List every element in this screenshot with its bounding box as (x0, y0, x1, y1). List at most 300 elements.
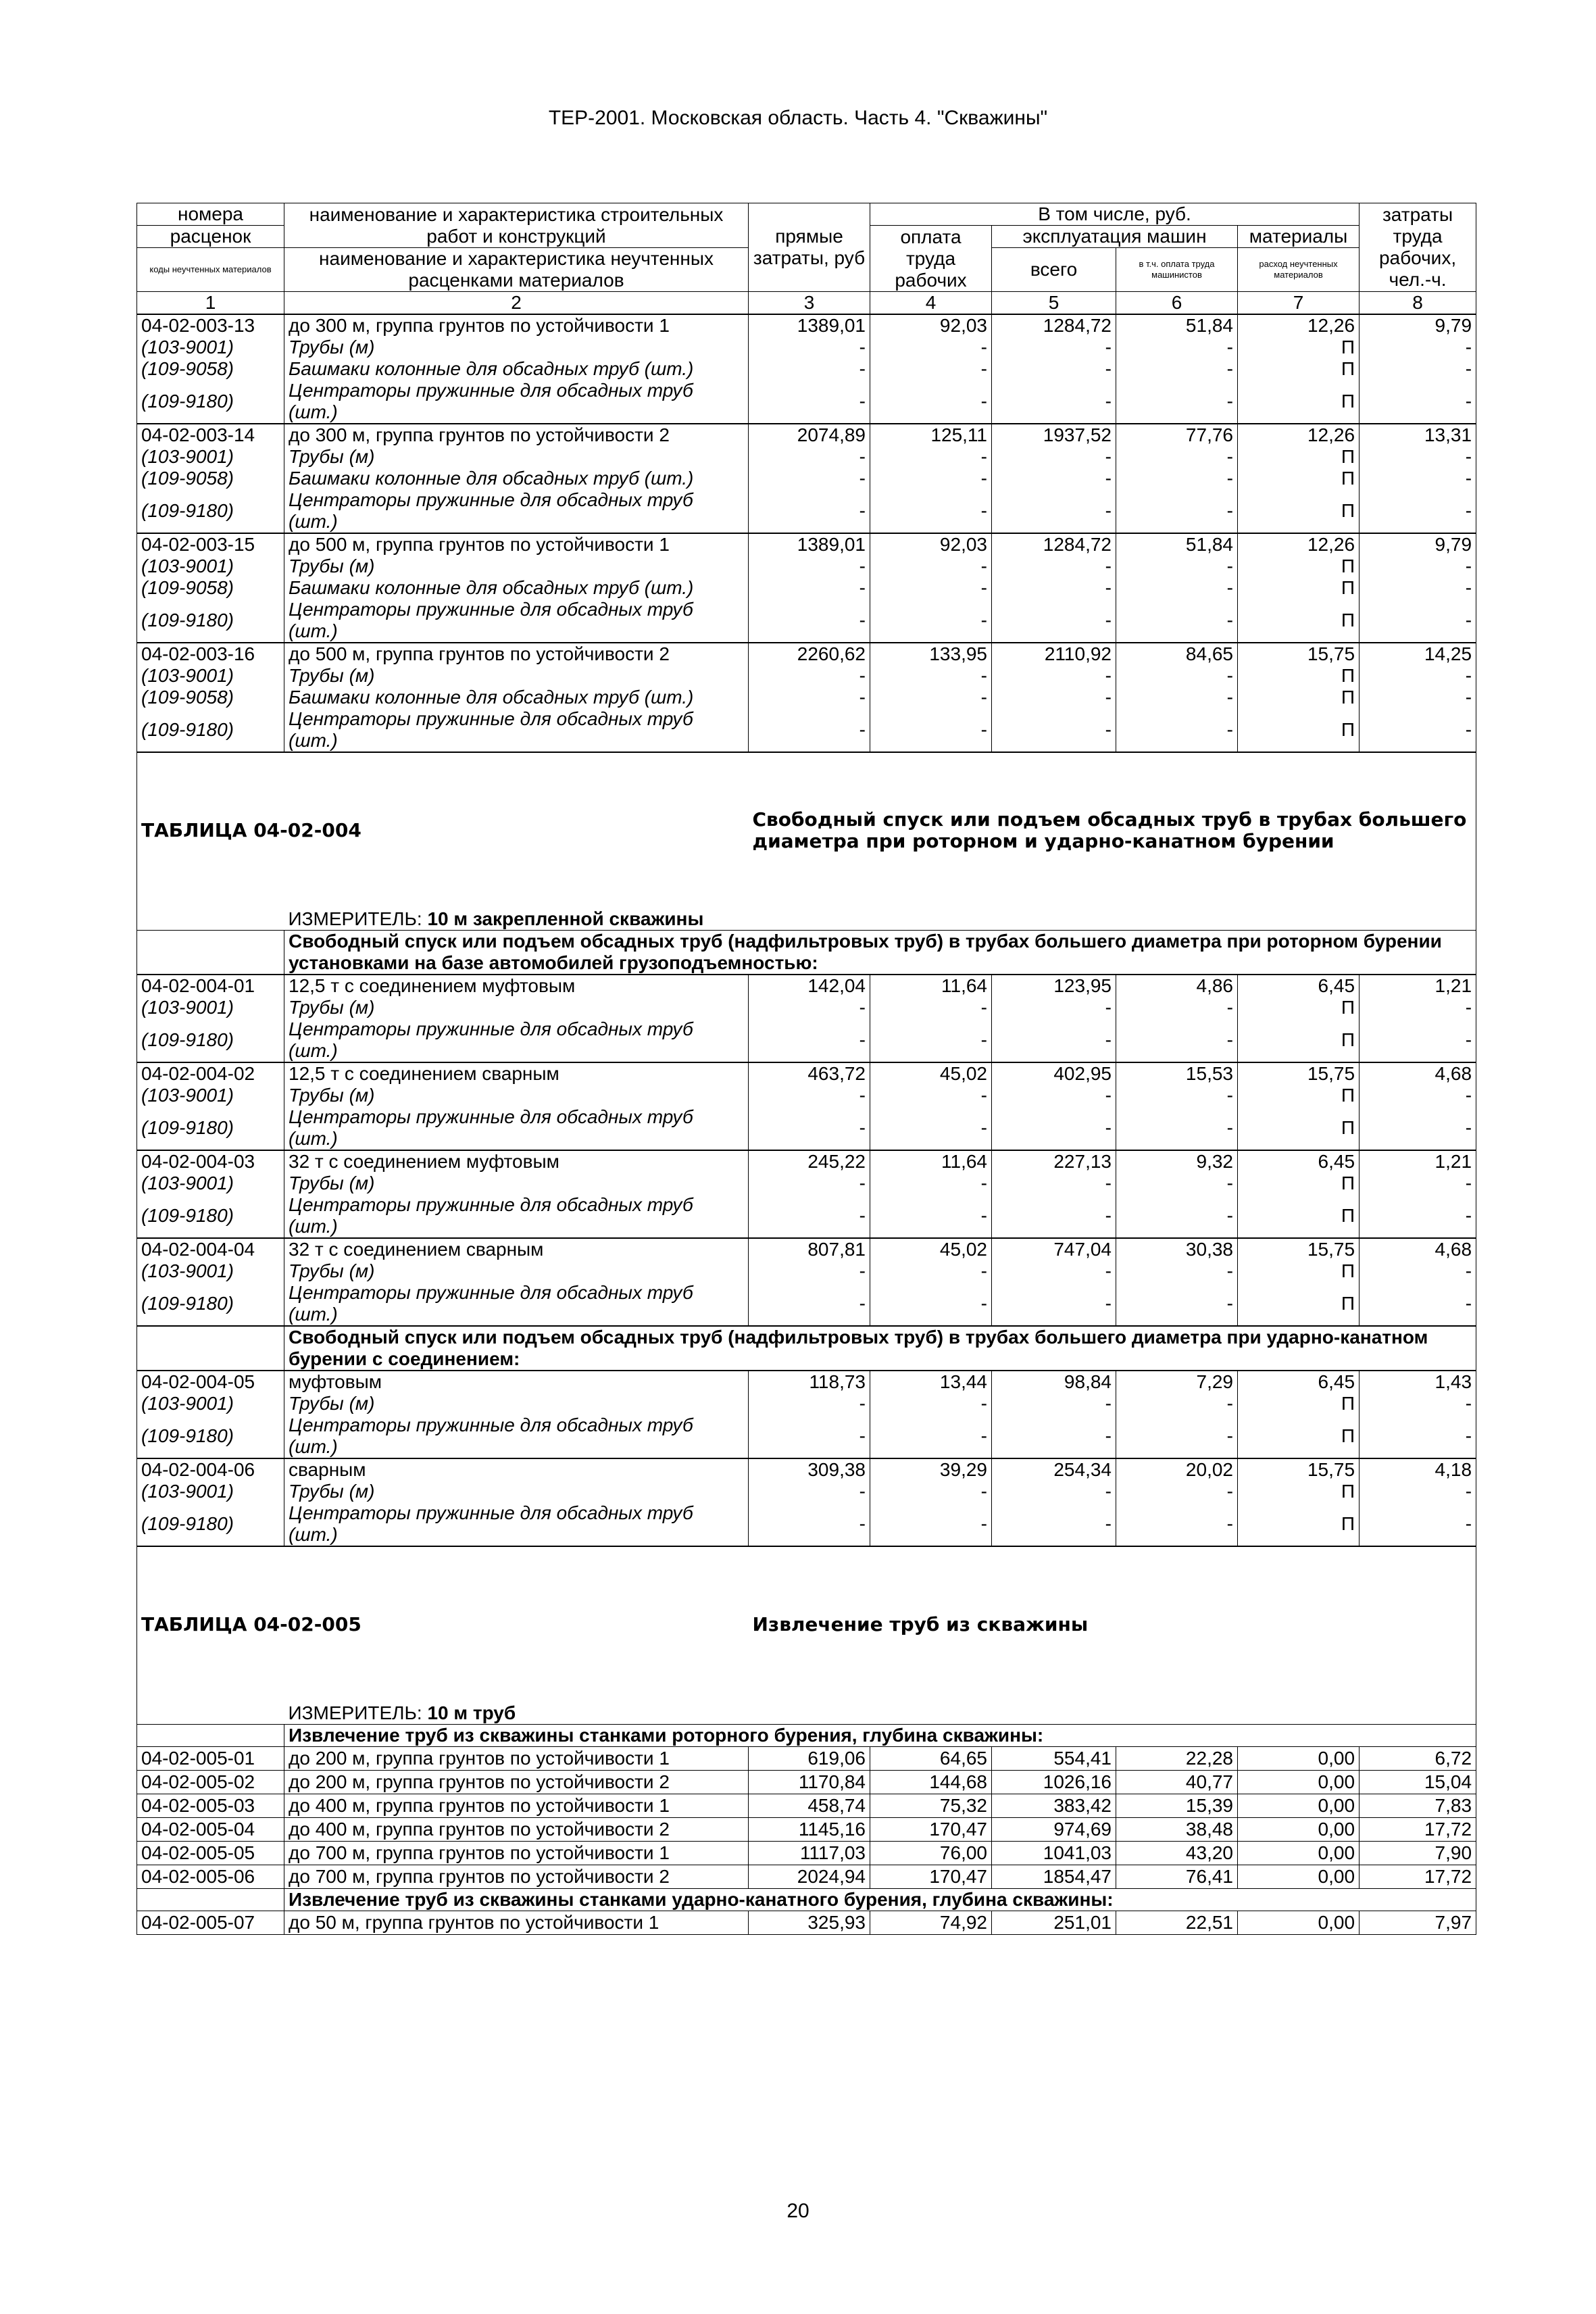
group-caption-row (137, 1889, 1476, 1911)
material-dash: - (870, 380, 992, 424)
material-dash: - (992, 556, 1116, 577)
rate-name: до 500 м, группа грунтов по устойчивости 2 (284, 643, 749, 665)
machines-cost: 2110,92 (992, 643, 1116, 665)
header-col6: в т.ч. оплата труда машинистов (1116, 248, 1238, 292)
direct-cost: 1389,01 (749, 533, 870, 556)
materials-cost: 15,75 (1238, 643, 1360, 665)
labor-hours: 1,43 (1360, 1371, 1476, 1393)
material-dash: - (1116, 468, 1238, 489)
material-dash: - (749, 1414, 870, 1458)
material-name: Башмаки колонные для обсадных труб (шт.) (284, 468, 749, 489)
header-col1-line2: расценок (137, 226, 284, 248)
material-row (137, 1085, 1476, 1106)
price-table-body (137, 203, 1476, 1935)
material-dash: - (992, 446, 1116, 468)
machines-cost: 974,69 (992, 1818, 1116, 1842)
caption-spacer (137, 1889, 284, 1911)
labor-cost: 76,00 (870, 1842, 992, 1865)
rate-name: до 300 м, группа грунтов по устойчивости 1 (284, 314, 749, 337)
rate-name: 12,5 т с соединением муфтовым (284, 975, 749, 997)
measure-value: 10 м закрепленной скважины (427, 908, 704, 929)
caption-spacer (137, 1725, 284, 1747)
material-dash: - (749, 1106, 870, 1150)
material-code: (109-9180) (137, 380, 284, 424)
material-dash: - (1360, 599, 1476, 643)
rate-row (137, 1747, 1476, 1771)
material-code: (109-9180) (137, 599, 284, 643)
material-dash: - (1116, 1173, 1238, 1194)
rate-code: 04-02-005-05 (137, 1842, 284, 1865)
machines-cost: 227,13 (992, 1150, 1116, 1173)
material-dash: - (870, 1282, 992, 1326)
material-name: Центраторы пружинные для обсадных труб (шт.) (284, 1414, 749, 1458)
header-num-5: 5 (992, 292, 1116, 315)
group-caption-row (137, 1326, 1476, 1371)
material-name: Трубы (м) (284, 1393, 749, 1414)
labor-cost: 75,32 (870, 1794, 992, 1818)
header-num-6: 6 (1116, 292, 1238, 315)
materials-cost: 12,26 (1238, 533, 1360, 556)
rate-name: сварным (284, 1458, 749, 1481)
material-dash: - (870, 468, 992, 489)
material-dash: - (870, 1194, 992, 1238)
material-dash: - (870, 577, 992, 599)
labor-hours: 4,18 (1360, 1458, 1476, 1481)
material-code: (103-9001) (137, 1393, 284, 1414)
material-dash: - (992, 577, 1116, 599)
rate-code: 04-02-003-14 (137, 424, 284, 446)
machines-cost: 1041,03 (992, 1842, 1116, 1865)
material-row (137, 358, 1476, 380)
machinists-cost: 84,65 (1116, 643, 1238, 665)
material-row (137, 1260, 1476, 1282)
machinists-cost: 22,51 (1116, 1911, 1238, 1935)
rate-row (137, 314, 1476, 337)
material-dash: - (1116, 556, 1238, 577)
material-dash: - (870, 1481, 992, 1502)
header-machines: эксплуатация машин (992, 226, 1238, 248)
table-subject-title: Свободный спуск или подъем обсадных труб в трубах большего диаметра при роторном и ударно-канатном бурении (749, 752, 1476, 908)
header-num-3: 3 (749, 292, 870, 315)
machinists-cost: 9,32 (1116, 1150, 1238, 1173)
material-flag: П (1238, 687, 1360, 708)
material-flag: П (1238, 1414, 1360, 1458)
material-dash: - (1116, 1502, 1238, 1546)
header-col2-line2: наименование и характеристика неучтенных расценками материалов (284, 248, 749, 292)
rate-row (137, 424, 1476, 446)
header-col7: расход неучтенных материалов (1238, 248, 1360, 292)
material-name: Центраторы пружинные для обсадных труб (шт.) (284, 380, 749, 424)
material-dash: - (1360, 1106, 1476, 1150)
labor-hours: 15,04 (1360, 1771, 1476, 1794)
labor-hours: 1,21 (1360, 975, 1476, 997)
rate-code: 04-02-003-13 (137, 314, 284, 337)
material-dash: - (870, 1018, 992, 1062)
material-dash: - (749, 1502, 870, 1546)
material-row (137, 337, 1476, 358)
material-dash: - (992, 468, 1116, 489)
rate-name: до 500 м, группа грунтов по устойчивости 1 (284, 533, 749, 556)
labor-hours: 4,68 (1360, 1062, 1476, 1085)
rate-row (137, 1911, 1476, 1935)
labor-cost: 170,47 (870, 1865, 992, 1889)
material-dash: - (1360, 1260, 1476, 1282)
machines-cost: 383,42 (992, 1794, 1116, 1818)
machines-cost: 123,95 (992, 975, 1116, 997)
material-row (137, 997, 1476, 1018)
table-subject-title: Извлечение труб из скважины (749, 1546, 1476, 1702)
rate-code: 04-02-004-03 (137, 1150, 284, 1173)
material-name: Башмаки колонные для обсадных труб (шт.) (284, 687, 749, 708)
material-flag: П (1238, 708, 1360, 752)
rate-name: до 400 м, группа грунтов по устойчивости 2 (284, 1818, 749, 1842)
material-code: (109-9180) (137, 1282, 284, 1326)
material-flag: П (1238, 577, 1360, 599)
header-num-1: 1 (137, 292, 284, 315)
material-row (137, 599, 1476, 643)
rate-name: до 300 м, группа грунтов по устойчивости 2 (284, 424, 749, 446)
materials-cost: 0,00 (1238, 1911, 1360, 1935)
rate-name: 32 т с соединением сварным (284, 1238, 749, 1260)
direct-cost: 309,38 (749, 1458, 870, 1481)
direct-cost: 1117,03 (749, 1842, 870, 1865)
direct-cost: 807,81 (749, 1238, 870, 1260)
rate-name: до 200 м, группа грунтов по устойчивости 1 (284, 1747, 749, 1771)
rate-name: до 50 м, группа грунтов по устойчивости 1 (284, 1911, 749, 1935)
material-dash: - (992, 1173, 1116, 1194)
material-name: Трубы (м) (284, 556, 749, 577)
material-flag: П (1238, 1173, 1360, 1194)
machinists-cost: 51,84 (1116, 533, 1238, 556)
material-flag: П (1238, 1282, 1360, 1326)
machines-cost: 747,04 (992, 1238, 1116, 1260)
material-name: Центраторы пружинные для обсадных труб (шт.) (284, 489, 749, 533)
material-dash: - (749, 468, 870, 489)
material-flag: П (1238, 358, 1360, 380)
material-dash: - (749, 1018, 870, 1062)
material-name: Трубы (м) (284, 337, 749, 358)
material-code: (103-9001) (137, 1173, 284, 1194)
material-dash: - (749, 1260, 870, 1282)
material-flag: П (1238, 1085, 1360, 1106)
material-flag: П (1238, 380, 1360, 424)
header-col4: оплата труда рабочих (870, 226, 992, 292)
material-dash: - (1116, 380, 1238, 424)
rate-row (137, 975, 1476, 997)
material-dash: - (749, 1194, 870, 1238)
rate-code: 04-02-004-02 (137, 1062, 284, 1085)
machines-cost: 1026,16 (992, 1771, 1116, 1794)
labor-hours: 9,79 (1360, 533, 1476, 556)
materials-cost: 12,26 (1238, 314, 1360, 337)
material-dash: - (1360, 380, 1476, 424)
material-name: Трубы (м) (284, 1173, 749, 1194)
rate-name: до 400 м, группа грунтов по устойчивости 1 (284, 1794, 749, 1818)
group-caption: Извлечение труб из скважины станками ударно-канатного бурения, глубина скважины: (284, 1889, 1476, 1911)
measure-cell (284, 908, 1476, 931)
material-row (137, 380, 1476, 424)
group-caption: Свободный спуск или подъем обсадных труб (надфильтровых труб) в трубах большего диаметра при роторном бурении установками на базе автомобилей грузоподъемностью: (284, 931, 1476, 975)
materials-cost: 6,45 (1238, 1150, 1360, 1173)
material-row (137, 1106, 1476, 1150)
rate-code: 04-02-003-16 (137, 643, 284, 665)
material-row (137, 556, 1476, 577)
material-dash: - (1116, 599, 1238, 643)
material-dash: - (1116, 708, 1238, 752)
material-name: Центраторы пружинные для обсадных труб (шт.) (284, 1018, 749, 1062)
material-flag: П (1238, 1502, 1360, 1546)
material-name: Башмаки колонные для обсадных труб (шт.) (284, 577, 749, 599)
material-dash: - (1360, 1393, 1476, 1414)
table-title-row (137, 752, 1476, 908)
material-dash: - (992, 599, 1116, 643)
material-dash: - (870, 1173, 992, 1194)
rate-name: 32 т с соединением муфтовым (284, 1150, 749, 1173)
material-row (137, 1282, 1476, 1326)
material-dash: - (992, 1393, 1116, 1414)
labor-hours: 6,72 (1360, 1747, 1476, 1771)
material-dash: - (870, 997, 992, 1018)
labor-hours: 14,25 (1360, 643, 1476, 665)
material-dash: - (992, 1502, 1116, 1546)
material-dash: - (749, 577, 870, 599)
direct-cost: 1389,01 (749, 314, 870, 337)
material-dash: - (1360, 556, 1476, 577)
direct-cost: 245,22 (749, 1150, 870, 1173)
labor-hours: 7,97 (1360, 1911, 1476, 1935)
material-flag: П (1238, 446, 1360, 468)
rate-code: 04-02-004-04 (137, 1238, 284, 1260)
group-caption-row (137, 931, 1476, 975)
material-dash: - (1116, 1393, 1238, 1414)
material-row (137, 1018, 1476, 1062)
material-dash: - (749, 687, 870, 708)
rate-row (137, 1458, 1476, 1481)
direct-cost: 1170,84 (749, 1771, 870, 1794)
machinists-cost: 77,76 (1116, 424, 1238, 446)
caption-spacer (137, 931, 284, 975)
material-dash: - (749, 446, 870, 468)
material-code: (109-9058) (137, 577, 284, 599)
materials-cost: 6,45 (1238, 1371, 1360, 1393)
direct-cost: 1145,16 (749, 1818, 870, 1842)
material-code: (109-9058) (137, 687, 284, 708)
material-name: Трубы (м) (284, 997, 749, 1018)
material-dash: - (749, 1173, 870, 1194)
material-flag: П (1238, 1260, 1360, 1282)
material-name: Трубы (м) (284, 446, 749, 468)
material-dash: - (870, 556, 992, 577)
labor-cost: 45,02 (870, 1062, 992, 1085)
material-dash: - (1360, 489, 1476, 533)
material-dash: - (749, 556, 870, 577)
machines-cost: 1284,72 (992, 533, 1116, 556)
header-col2-line1: наименование и характеристика строительных работ и конструкций (284, 203, 749, 248)
material-dash: - (1360, 1481, 1476, 1502)
material-flag: П (1238, 556, 1360, 577)
material-name: Трубы (м) (284, 1085, 749, 1106)
material-dash: - (1360, 468, 1476, 489)
material-dash: - (1116, 665, 1238, 687)
material-dash: - (1116, 1414, 1238, 1458)
material-dash: - (870, 358, 992, 380)
material-row (137, 446, 1476, 468)
material-row (137, 1481, 1476, 1502)
labor-cost: 45,02 (870, 1238, 992, 1260)
measure-label: ИЗМЕРИТЕЛЬ: (288, 908, 422, 929)
rate-name: до 200 м, группа грунтов по устойчивости 2 (284, 1771, 749, 1794)
direct-cost: 118,73 (749, 1371, 870, 1393)
material-dash: - (992, 358, 1116, 380)
measure-spacer (137, 1702, 284, 1725)
material-code: (109-9180) (137, 489, 284, 533)
header-col1-line1: номера (137, 203, 284, 226)
material-dash: - (1116, 358, 1238, 380)
rate-row (137, 1771, 1476, 1794)
labor-cost: 64,65 (870, 1747, 992, 1771)
material-dash: - (870, 1414, 992, 1458)
labor-cost: 11,64 (870, 1150, 992, 1173)
measure-cell (284, 1702, 1476, 1725)
materials-cost: 15,75 (1238, 1458, 1360, 1481)
labor-hours: 4,68 (1360, 1238, 1476, 1260)
material-dash: - (749, 708, 870, 752)
material-dash: - (870, 1260, 992, 1282)
material-flag: П (1238, 489, 1360, 533)
material-name: Центраторы пружинные для обсадных труб (шт.) (284, 1282, 749, 1326)
material-row (137, 1194, 1476, 1238)
rate-code: 04-02-005-02 (137, 1771, 284, 1794)
materials-cost: 0,00 (1238, 1818, 1360, 1842)
rate-row (137, 533, 1476, 556)
material-dash: - (992, 665, 1116, 687)
labor-hours: 1,21 (1360, 1150, 1476, 1173)
material-dash: - (992, 708, 1116, 752)
material-code: (109-9058) (137, 468, 284, 489)
direct-cost: 142,04 (749, 975, 870, 997)
header-col3: прямые затраты, руб (749, 203, 870, 292)
material-dash: - (1360, 1282, 1476, 1326)
material-code: (103-9001) (137, 997, 284, 1018)
rate-code: 04-02-004-05 (137, 1371, 284, 1393)
material-code: (103-9001) (137, 446, 284, 468)
page-header: ТЕР-2001. Московская область. Часть 4. "Скважины" (548, 107, 1048, 129)
material-dash: - (749, 380, 870, 424)
material-dash: - (870, 337, 992, 358)
material-name: Центраторы пружинные для обсадных труб (шт.) (284, 1106, 749, 1150)
material-flag: П (1238, 1194, 1360, 1238)
material-dash: - (1360, 708, 1476, 752)
machines-cost: 1854,47 (992, 1865, 1116, 1889)
materials-cost: 0,00 (1238, 1771, 1360, 1794)
material-code: (109-9180) (137, 1106, 284, 1150)
labor-cost: 144,68 (870, 1771, 992, 1794)
material-dash: - (1116, 997, 1238, 1018)
material-dash: - (749, 1085, 870, 1106)
material-flag: П (1238, 997, 1360, 1018)
material-dash: - (1116, 1018, 1238, 1062)
material-code: (103-9001) (137, 337, 284, 358)
labor-cost: 92,03 (870, 314, 992, 337)
material-dash: - (1116, 1085, 1238, 1106)
material-flag: П (1238, 1018, 1360, 1062)
material-dash: - (1360, 997, 1476, 1018)
rate-code: 04-02-005-06 (137, 1865, 284, 1889)
machinists-cost: 51,84 (1116, 314, 1238, 337)
material-dash: - (992, 489, 1116, 533)
material-dash: - (1360, 337, 1476, 358)
rate-code: 04-02-005-01 (137, 1747, 284, 1771)
material-dash: - (1116, 687, 1238, 708)
material-dash: - (1360, 1085, 1476, 1106)
labor-cost: 74,92 (870, 1911, 992, 1935)
material-code: (109-9180) (137, 1018, 284, 1062)
labor-cost: 39,29 (870, 1458, 992, 1481)
material-code: (109-9180) (137, 1414, 284, 1458)
rate-name: до 700 м, группа грунтов по устойчивости 2 (284, 1865, 749, 1889)
material-dash: - (1116, 446, 1238, 468)
measure-row (137, 1702, 1476, 1725)
machinists-cost: 22,28 (1116, 1747, 1238, 1771)
material-dash: - (992, 1414, 1116, 1458)
material-flag: П (1238, 337, 1360, 358)
machinists-cost: 15,53 (1116, 1062, 1238, 1085)
table-number-title: ТАБЛИЦА 04-02-005 (137, 1546, 749, 1702)
machines-cost: 1937,52 (992, 424, 1116, 446)
direct-cost: 619,06 (749, 1747, 870, 1771)
material-dash: - (1116, 337, 1238, 358)
material-row (137, 687, 1476, 708)
rate-row (137, 1842, 1476, 1865)
labor-cost: 92,03 (870, 533, 992, 556)
machinists-cost: 76,41 (1116, 1865, 1238, 1889)
machinists-cost: 40,77 (1116, 1771, 1238, 1794)
group-caption-row (137, 1725, 1476, 1747)
labor-cost: 11,64 (870, 975, 992, 997)
material-dash: - (870, 1393, 992, 1414)
header-col5: всего (992, 248, 1116, 292)
materials-cost: 12,26 (1238, 424, 1360, 446)
materials-cost: 0,00 (1238, 1842, 1360, 1865)
rate-row (137, 1818, 1476, 1842)
direct-cost: 2074,89 (749, 424, 870, 446)
rate-code: 04-02-003-15 (137, 533, 284, 556)
material-dash: - (870, 665, 992, 687)
labor-cost: 170,47 (870, 1818, 992, 1842)
material-flag: П (1238, 1393, 1360, 1414)
material-code: (109-9180) (137, 708, 284, 752)
header-col1-line3: коды неучтенных материалов (137, 248, 284, 292)
material-dash: - (1360, 665, 1476, 687)
machines-cost: 254,34 (992, 1458, 1116, 1481)
direct-cost: 2024,94 (749, 1865, 870, 1889)
material-dash: - (749, 1393, 870, 1414)
rate-code: 04-02-004-06 (137, 1458, 284, 1481)
material-dash: - (1360, 358, 1476, 380)
rate-name: муфтовым (284, 1371, 749, 1393)
material-dash: - (1360, 1194, 1476, 1238)
table-number-title: ТАБЛИЦА 04-02-004 (137, 752, 749, 908)
measure-row (137, 908, 1476, 931)
material-dash: - (749, 337, 870, 358)
material-name: Трубы (м) (284, 1260, 749, 1282)
labor-hours: 7,90 (1360, 1842, 1476, 1865)
labor-hours: 17,72 (1360, 1865, 1476, 1889)
header-materials: материалы (1238, 226, 1360, 248)
material-row (137, 1414, 1476, 1458)
material-dash: - (992, 1481, 1116, 1502)
group-caption: Свободный спуск или подъем обсадных труб (надфильтровых труб) в трубах большего диаметра при ударно-канатном бурении с соединением: (284, 1326, 1476, 1371)
